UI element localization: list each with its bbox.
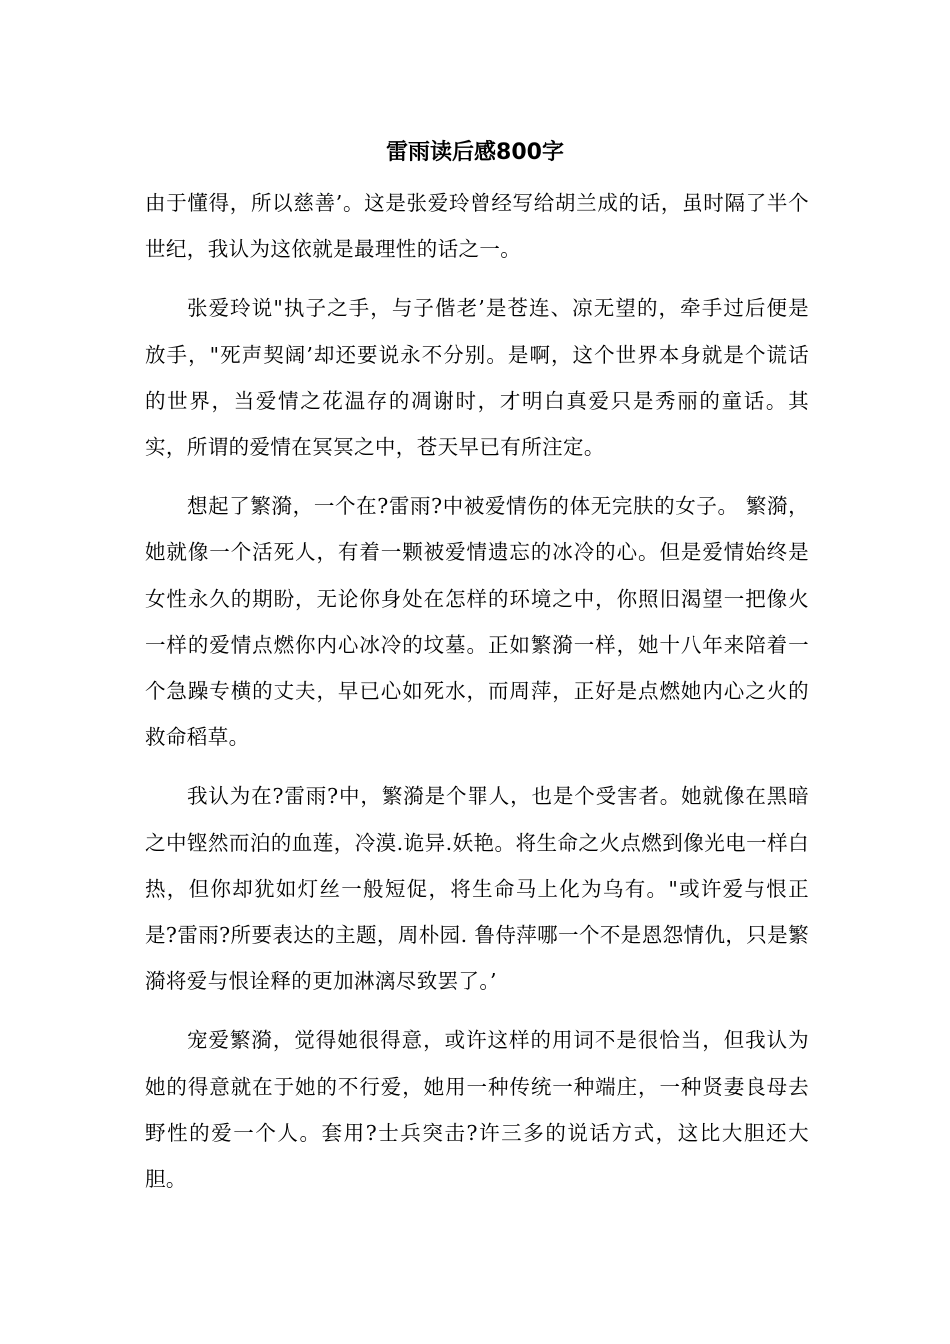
paragraph-2: 张爱玲说"执子之手，与子偕老’是苍连、凉无望的，牵手过后便是放手，"死声契阔’却还要说永不分别。是啊，这个世界本身就是个谎话的世界，当爱情之花温存的凋谢时，才明白真爱只是秀丽的童话。其实，所谓的爱情在冥冥之中，苍天早已有所注定。 bbox=[145, 296, 809, 460]
document-title: 雷雨读后感800字 bbox=[386, 140, 564, 165]
paragraph-1: 由于懂得，所以慈善’。这是张爱玲曾经写给胡兰成的话，虽时隔了半个世纪，我认为这依就是最理性的话之一。 bbox=[145, 191, 809, 262]
document-body bbox=[145, 180, 809, 1202]
paragraph-4: 我认为在?雷雨?中，繁漪是个罪人，也是个受害者。她就像在黑暗之中铿然而泊的血莲，冷漠.诡异.妖艳。将生命之火点燃到像光电一样白热，但你却犹如灯丝一般短促，将生命马上化为乌有。"或许爱与恨正是?雷雨?所要表达的主题，周朴园. 鲁侍萍哪一个不是恩怨情仇，只是繁漪将爱与恨诠释的更加淋漓尽致罢了。’ bbox=[145, 784, 809, 994]
paragraph-5: 宠爱繁漪，觉得她很得意，或许这样的用词不是很恰当，但我认为她的得意就在于她的不行爱，她用一种传统一种端庄，一种贤妻良母去野性的爱一个人。套用?士兵突击?许三多的说话方式，这比大胆还大胆。 bbox=[145, 1028, 809, 1192]
paragraph-3: 想起了繁漪，一个在?雷雨?中被爱情伤的体无完肤的女子。 繁漪，她就像一个活死人，有着一颗被爱情遗忘的冰冷的心。但是爱情始终是女性永久的期盼，无论你身处在怎样的环境之中，你照旧渴望一把像火一样的爱情点燃你内心冰冷的坟墓。正如繁漪一样，她十八年来陪着一个急躁专横的丈夫，早已心如死水，而周萍，正好是点燃她内心之火的救命稻草。 bbox=[145, 494, 809, 750]
